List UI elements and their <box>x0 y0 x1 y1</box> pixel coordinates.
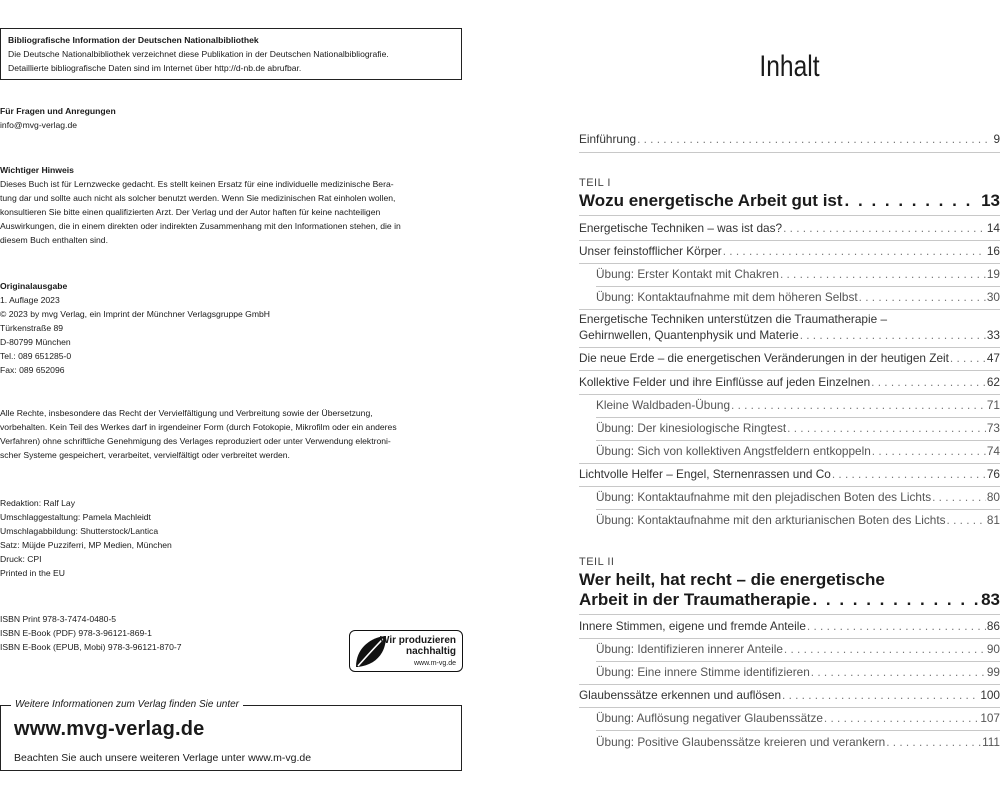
toc-entry-page: 74 <box>986 444 1000 458</box>
toc-subentry[interactable] <box>596 735 1000 749</box>
sustainability-logo <box>349 630 463 672</box>
rights-line: vorbehalten. Kein Teil des Werkes darf in irgendeiner Form (durch Fotokopie, Mikrofilm oder ein anderes <box>0 422 397 432</box>
divider <box>579 394 1000 395</box>
toc-entry-page: 100 <box>980 688 1000 702</box>
disclaimer-heading: Wichtiger Hinweis <box>0 165 74 175</box>
part-title-line-1[interactable]: Wer heilt, hat recht – die energetische <box>579 570 885 589</box>
isbn-line: ISBN E-Book (PDF) 978-3-96121-869-1 <box>0 628 152 638</box>
toc-subentry[interactable] <box>596 642 1000 656</box>
toc-entry-title: Energetische Techniken – was ist das? <box>579 221 783 235</box>
dot-leader <box>845 191 980 211</box>
divider <box>579 684 1000 685</box>
disclaimer-line: Dieses Buch ist für Lernzwecke gedacht. Es stellt keinen Ersatz für eine individuelle medizinische Bera- <box>0 179 394 189</box>
divider <box>596 730 1000 731</box>
divider <box>596 440 1000 441</box>
dot-leader <box>824 711 979 725</box>
toc-subentry[interactable] <box>596 665 1000 679</box>
toc-entry-page: 71 <box>986 398 1000 412</box>
disclaimer-section <box>0 163 470 247</box>
rights-line: Verfahren) ohne schriftliche Genehmigung des Verlages reproduziert oder unter Verwendung elektroni- <box>0 436 391 446</box>
biblio-line: Die Deutsche Nationalbibliothek verzeichnet diese Publikation in der Deutschen Nationalbibliografie. <box>8 49 389 59</box>
toc-page <box>579 0 1000 800</box>
part-title: Arbeit in der Traumatherapie <box>579 590 811 609</box>
toc-entry-title: Glaubenssätze erkennen und auflösen <box>579 688 782 702</box>
toc-entry-title: Übung: Identifizieren innerer Anteile <box>596 642 783 656</box>
edition-line: Tel.: 089 651285-0 <box>0 351 72 361</box>
toc-entry-title: Übung: Kontaktaufnahme mit den arkturianischen Boten des Lichts <box>596 513 946 527</box>
toc-subentry[interactable] <box>596 290 1000 304</box>
toc-entry[interactable] <box>579 244 1000 258</box>
toc-entry-page: 76 <box>986 467 1000 481</box>
divider <box>579 486 1000 487</box>
divider <box>579 707 1000 708</box>
disclaimer-line: konsultieren Sie bitte einen qualifizierten Arzt. Der Verlag und der Autor haften für keine nachteiligen <box>0 207 381 217</box>
toc-entry-page: 19 <box>986 267 1000 281</box>
part-label: TEIL II <box>579 556 615 568</box>
toc-entry-page: 9 <box>993 132 1000 146</box>
toc-entry-page: 47 <box>986 351 1000 365</box>
rights-section <box>0 406 470 462</box>
dot-leader <box>950 351 986 365</box>
contact-heading: Für Fragen und Anregungen <box>0 106 116 116</box>
dot-leader <box>872 444 986 458</box>
toc-entry[interactable] <box>579 221 1000 235</box>
divider <box>579 370 1000 371</box>
dot-leader <box>886 735 981 749</box>
disclaimer-line: Auswirkungen, die in einem direkten oder indirekten Zusammenhang mit den Informationen stehen, die in <box>0 221 401 231</box>
toc-entry-title: Einführung <box>579 132 637 146</box>
toc-entry-intro[interactable] <box>579 132 1000 146</box>
dot-leader <box>832 467 986 481</box>
toc-entry-title: Die neue Erde – die energetischen Veränderungen in der heutigen Zeit <box>579 351 949 365</box>
part-page: 13 <box>981 191 1000 210</box>
toc-entry-page: 99 <box>986 665 1000 679</box>
credit-line: Redaktion: Ralf Lay <box>0 498 75 508</box>
toc-entry-title: Innere Stimmen, eigene und fremde Anteile <box>579 619 806 633</box>
toc-entry-page: 81 <box>986 513 1000 527</box>
part-label: TEIL I <box>579 177 611 189</box>
divider <box>579 309 1000 310</box>
logo-line-1: Wir produzieren <box>379 635 456 646</box>
part-title: Wozu energetische Arbeit gut ist <box>579 191 843 210</box>
divider <box>579 240 1000 241</box>
dot-leader <box>731 398 986 412</box>
divider <box>596 417 1000 418</box>
credit-line: Umschlaggestaltung: Pamela Machleidt <box>0 512 151 522</box>
dot-leader <box>800 328 986 342</box>
biblio-heading: Bibliografische Information der Deutschen Nationalbibliothek <box>8 35 259 45</box>
toc-entry-title: Übung: Sich von kollektiven Angstfeldern entkoppeln <box>596 444 871 458</box>
disclaimer-line: tung dar und sollte auch nicht als solcher benutzt werden. Wenn Sie medizinischen Rat einholen wollen, <box>0 193 396 203</box>
edition-line: Fax: 089 652096 <box>0 365 65 375</box>
toc-entry-title: Übung: Kontaktaufnahme mit den plejadischen Boten des Lichts <box>596 490 932 504</box>
toc-subentry[interactable] <box>596 421 1000 435</box>
toc-subentry[interactable] <box>596 398 1000 412</box>
dot-leader <box>807 619 986 633</box>
divider <box>579 215 1000 216</box>
toc-entry-title: Übung: Kontaktaufnahme mit dem höheren Selbst <box>596 290 858 304</box>
divider <box>579 347 1000 348</box>
dot-leader <box>859 290 986 304</box>
divider <box>579 638 1000 639</box>
toc-part-1[interactable] <box>579 191 1000 211</box>
toc-entry-title: Energetische Techniken unterstützen die Traumatherapie – <box>579 312 888 326</box>
edition-line: D-80799 München <box>0 337 71 347</box>
toc-entry-title: Übung: Der kinesiologische Ringtest <box>596 421 787 435</box>
divider <box>596 509 1000 510</box>
toc-entry-page: 14 <box>986 221 1000 235</box>
dot-leader <box>723 244 986 258</box>
toc-entry-page: 111 <box>982 735 1000 749</box>
toc-part-2[interactable] <box>579 590 1000 610</box>
toc-subentry[interactable] <box>596 513 1000 527</box>
divider <box>579 263 1000 264</box>
toc-entry-title: Kleine Waldbaden-Übung <box>596 398 731 412</box>
divider <box>596 661 1000 662</box>
web-note: Beachten Sie auch unsere weiteren Verlage unter www.m-vg.de <box>14 752 312 764</box>
bibliographic-info-box <box>0 28 462 80</box>
toc-entry-title: Übung: Auflösung negativer Glaubenssätze <box>596 711 823 725</box>
dot-leader <box>811 665 986 679</box>
toc-entry[interactable] <box>579 688 1000 702</box>
toc-entry-title-2: Gehirnwellen, Quantenphysik und Materie <box>579 328 799 342</box>
toc-entry-page: 90 <box>986 642 1000 656</box>
divider <box>579 614 1000 615</box>
part-page: 83 <box>981 590 1000 609</box>
edition-section <box>0 279 470 377</box>
rights-line: scher Systeme gespeichert, verarbeitet, vervielfältigt oder verbreitet werden. <box>0 450 290 460</box>
dot-leader <box>637 132 992 146</box>
toc-entry-page: 73 <box>986 421 1000 435</box>
logo-line-2: nachhaltig <box>405 646 456 657</box>
toc-entry-title: Lichtvolle Helfer – Engel, Sternenrassen und Co <box>579 467 831 481</box>
divider <box>596 286 1000 287</box>
toc-entry-title: Übung: Positive Glaubenssätze kreieren und verankern <box>596 735 886 749</box>
toc-entry-title: Übung: Erster Kontakt mit Chakren <box>596 267 779 281</box>
toc-subentry[interactable] <box>596 490 1000 504</box>
biblio-line: Detaillierte bibliografische Daten sind im Internet über http://d-nb.de abrufbar. <box>8 63 302 73</box>
toc-entry[interactable] <box>579 351 1000 365</box>
edition-line: 1. Auflage 2023 <box>0 295 60 305</box>
toc-subentry[interactable] <box>596 444 1000 458</box>
logo-url: www.m-vg.de <box>413 660 456 667</box>
dot-leader <box>782 688 979 702</box>
toc-entry-page: 62 <box>986 375 1000 389</box>
toc-entry-page: 33 <box>986 328 1000 342</box>
toc-entry-title: Unser feinstofflicher Körper <box>579 244 722 258</box>
credit-line: Printed in the EU <box>0 568 65 578</box>
toc-entry-title: Übung: Eine innere Stimme identifizieren <box>596 665 810 679</box>
edition-line: © 2023 by mvg Verlag, ein Imprint der Münchner Verlagsgruppe GmbH <box>0 309 271 319</box>
credits-section <box>0 496 470 580</box>
dot-leader <box>787 421 986 435</box>
toc-entry-page: 107 <box>980 711 1000 725</box>
isbn-line: ISBN Print 978-3-7474-0480-5 <box>0 614 117 624</box>
credit-line: Satz: Müjde Puzziferri, MP Medien, München <box>0 540 172 550</box>
toc-subentry[interactable] <box>596 267 1000 281</box>
edition-heading: Originalausgabe <box>0 281 68 291</box>
dot-leader <box>812 590 979 610</box>
dot-leader <box>780 267 986 281</box>
dot-leader <box>947 513 986 527</box>
web-legend: Weitere Informationen zum Verlag finden Sie unter <box>11 698 243 712</box>
dot-leader <box>871 375 986 389</box>
contact-email[interactable]: info@mvg-verlag.de <box>0 120 78 130</box>
toc-entry-page: 80 <box>986 490 1000 504</box>
toc-entry[interactable] <box>579 619 1000 633</box>
toc-entry[interactable] <box>579 328 1000 342</box>
edition-line: Türkenstraße 89 <box>0 323 64 333</box>
divider <box>579 463 1000 464</box>
toc-entry-page: 86 <box>986 619 1000 633</box>
credit-line: Druck: CPI <box>0 554 42 564</box>
toc-entry[interactable] <box>579 375 1000 389</box>
toc-entry-line-1[interactable] <box>579 312 1000 326</box>
credit-line: Umschlagabbildung: Shutterstock/Lantica <box>0 526 159 536</box>
dot-leader <box>783 221 986 235</box>
isbn-line: ISBN E-Book (EPUB, Mobi) 978-3-96121-870-7 <box>0 642 182 652</box>
publisher-url[interactable]: www.mvg-verlag.de <box>14 718 205 740</box>
toc-title: Inhalt <box>759 50 820 83</box>
toc-subentry[interactable] <box>596 711 1000 725</box>
contact-section <box>0 104 470 132</box>
toc-entry-title: Kollektive Felder und ihre Einflüsse auf jeden Einzelnen <box>579 375 871 389</box>
toc-entry[interactable] <box>579 467 1000 481</box>
disclaimer-line: diesem Buch enthalten sind. <box>0 235 108 245</box>
divider <box>579 152 1000 153</box>
toc-entry-page: 30 <box>986 290 1000 304</box>
imprint-page <box>0 0 480 800</box>
rights-line: Alle Rechte, insbesondere das Recht der Vervielfältigung und Verbreitung sowie der Übersetzung, <box>0 408 373 418</box>
toc-entry-page: 16 <box>986 244 1000 258</box>
publisher-web-box <box>0 699 462 771</box>
dot-leader <box>932 490 986 504</box>
dot-leader <box>784 642 986 656</box>
